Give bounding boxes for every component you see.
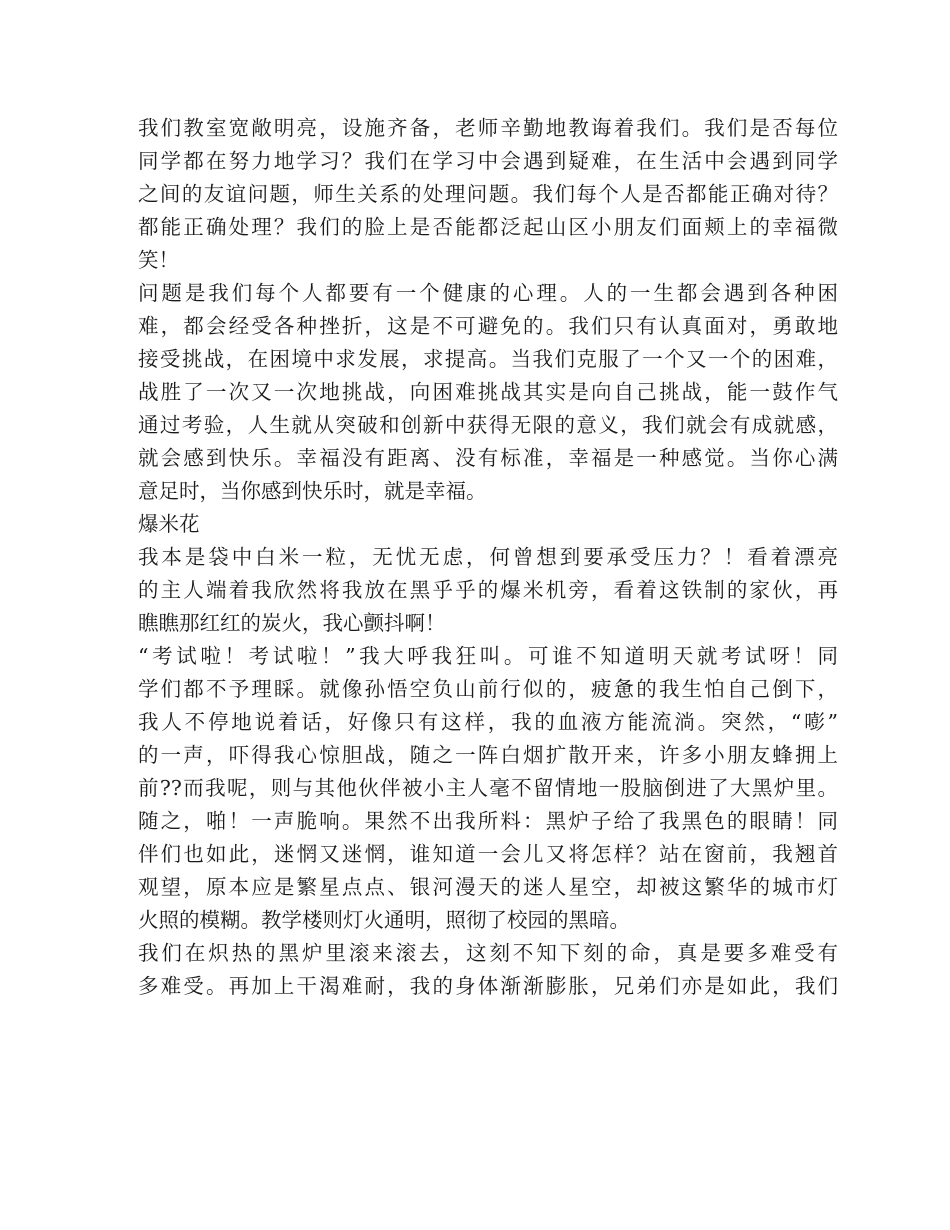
text-line: 火照的模糊。教学楼则灯火通明，照彻了校园的黑暗。	[138, 908, 630, 932]
text-line: 随之，啪！一声脆响。果然不出我所料：黑炉子给了我黑色的眼睛！同	[138, 809, 838, 833]
text-line: 意足时，当你感到快乐时，就是幸福。	[138, 479, 487, 503]
text-line: 都能正确处理？我们的脸上是否能都泛起山区小朋友们面颊上的幸福微	[138, 215, 838, 239]
text-line: 之间的友谊问题，师生关系的处理问题。我们每个人是否都能正确对待？	[138, 182, 838, 206]
text-line: 我本是袋中白米一粒，无忧无虑，何曾想到要承受压力？！看着漂亮	[138, 545, 838, 569]
text-line: 前??而我呢，则与其他伙伴被小主人毫不留情地一股脑倒进了大黑炉里。	[138, 776, 838, 800]
document-body	[138, 112, 838, 1003]
text-line: 的一声，吓得我心惊胆战，随之一阵白烟扩散开来，许多小朋友蜂拥上	[138, 743, 838, 767]
text-line: 多难受。再加上干渴难耐，我的身体渐渐膨胀，兄弟们亦是如此，我们	[138, 974, 838, 998]
text-line: 问题是我们每个人都要有一个健康的心理。人的一生都会遇到各种困	[138, 281, 838, 305]
text-line: 接受挑战，在困境中求发展，求提高。当我们克服了一个又一个的困难，	[138, 347, 838, 371]
text-line: “考试啦！考试啦！”我大呼我狂叫。可谁不知道明天就考试呀！同	[138, 644, 838, 668]
text-line: 我人不停地说着话，好像只有这样，我的血液方能流淌。突然，“嘭”	[138, 710, 838, 734]
text-line: 的主人端着我欣然将我放在黑乎乎的爆米机旁，看着这铁制的家伙，再	[138, 578, 838, 602]
text-line: 伴们也如此，迷惘又迷惘，谁知道一会儿又将怎样？站在窗前，我翘首	[138, 842, 838, 866]
text-line: 战胜了一次又一次地挑战，向困难挑战其实是向自己挑战，能一鼓作气	[138, 380, 838, 404]
text-line: 我们在炽热的黑炉里滚来滚去，这刻不知下刻的命，真是要多难受有	[138, 941, 838, 965]
section-heading: 爆米花	[138, 512, 200, 536]
text-line: 我们教室宽敞明亮，设施齐备，老师辛勤地教诲着我们。我们是否每位	[138, 116, 838, 140]
text-line: 同学都在努力地学习？我们在学习中会遇到疑难，在生活中会遇到同学	[138, 149, 838, 173]
text-line: 通过考验，人生就从突破和创新中获得无限的意义，我们就会有成就感，	[138, 413, 838, 437]
text-line: 观望，原本应是繁星点点、银河漫天的迷人星空，却被这繁华的城市灯	[138, 875, 838, 899]
text-line: 就会感到快乐。幸福没有距离、没有标准，幸福是一种感觉。当你心满	[138, 446, 838, 470]
text-line: 难，都会经受各种挫折，这是不可避免的。我们只有认真面对，勇敢地	[138, 314, 838, 338]
text-line: 学们都不予理睬。就像孙悟空负山前行似的，疲惫的我生怕自己倒下，	[138, 677, 838, 701]
text-line: 笑！	[138, 248, 179, 272]
text-line: 瞧瞧那红红的炭火，我心颤抖啊！	[138, 611, 446, 635]
